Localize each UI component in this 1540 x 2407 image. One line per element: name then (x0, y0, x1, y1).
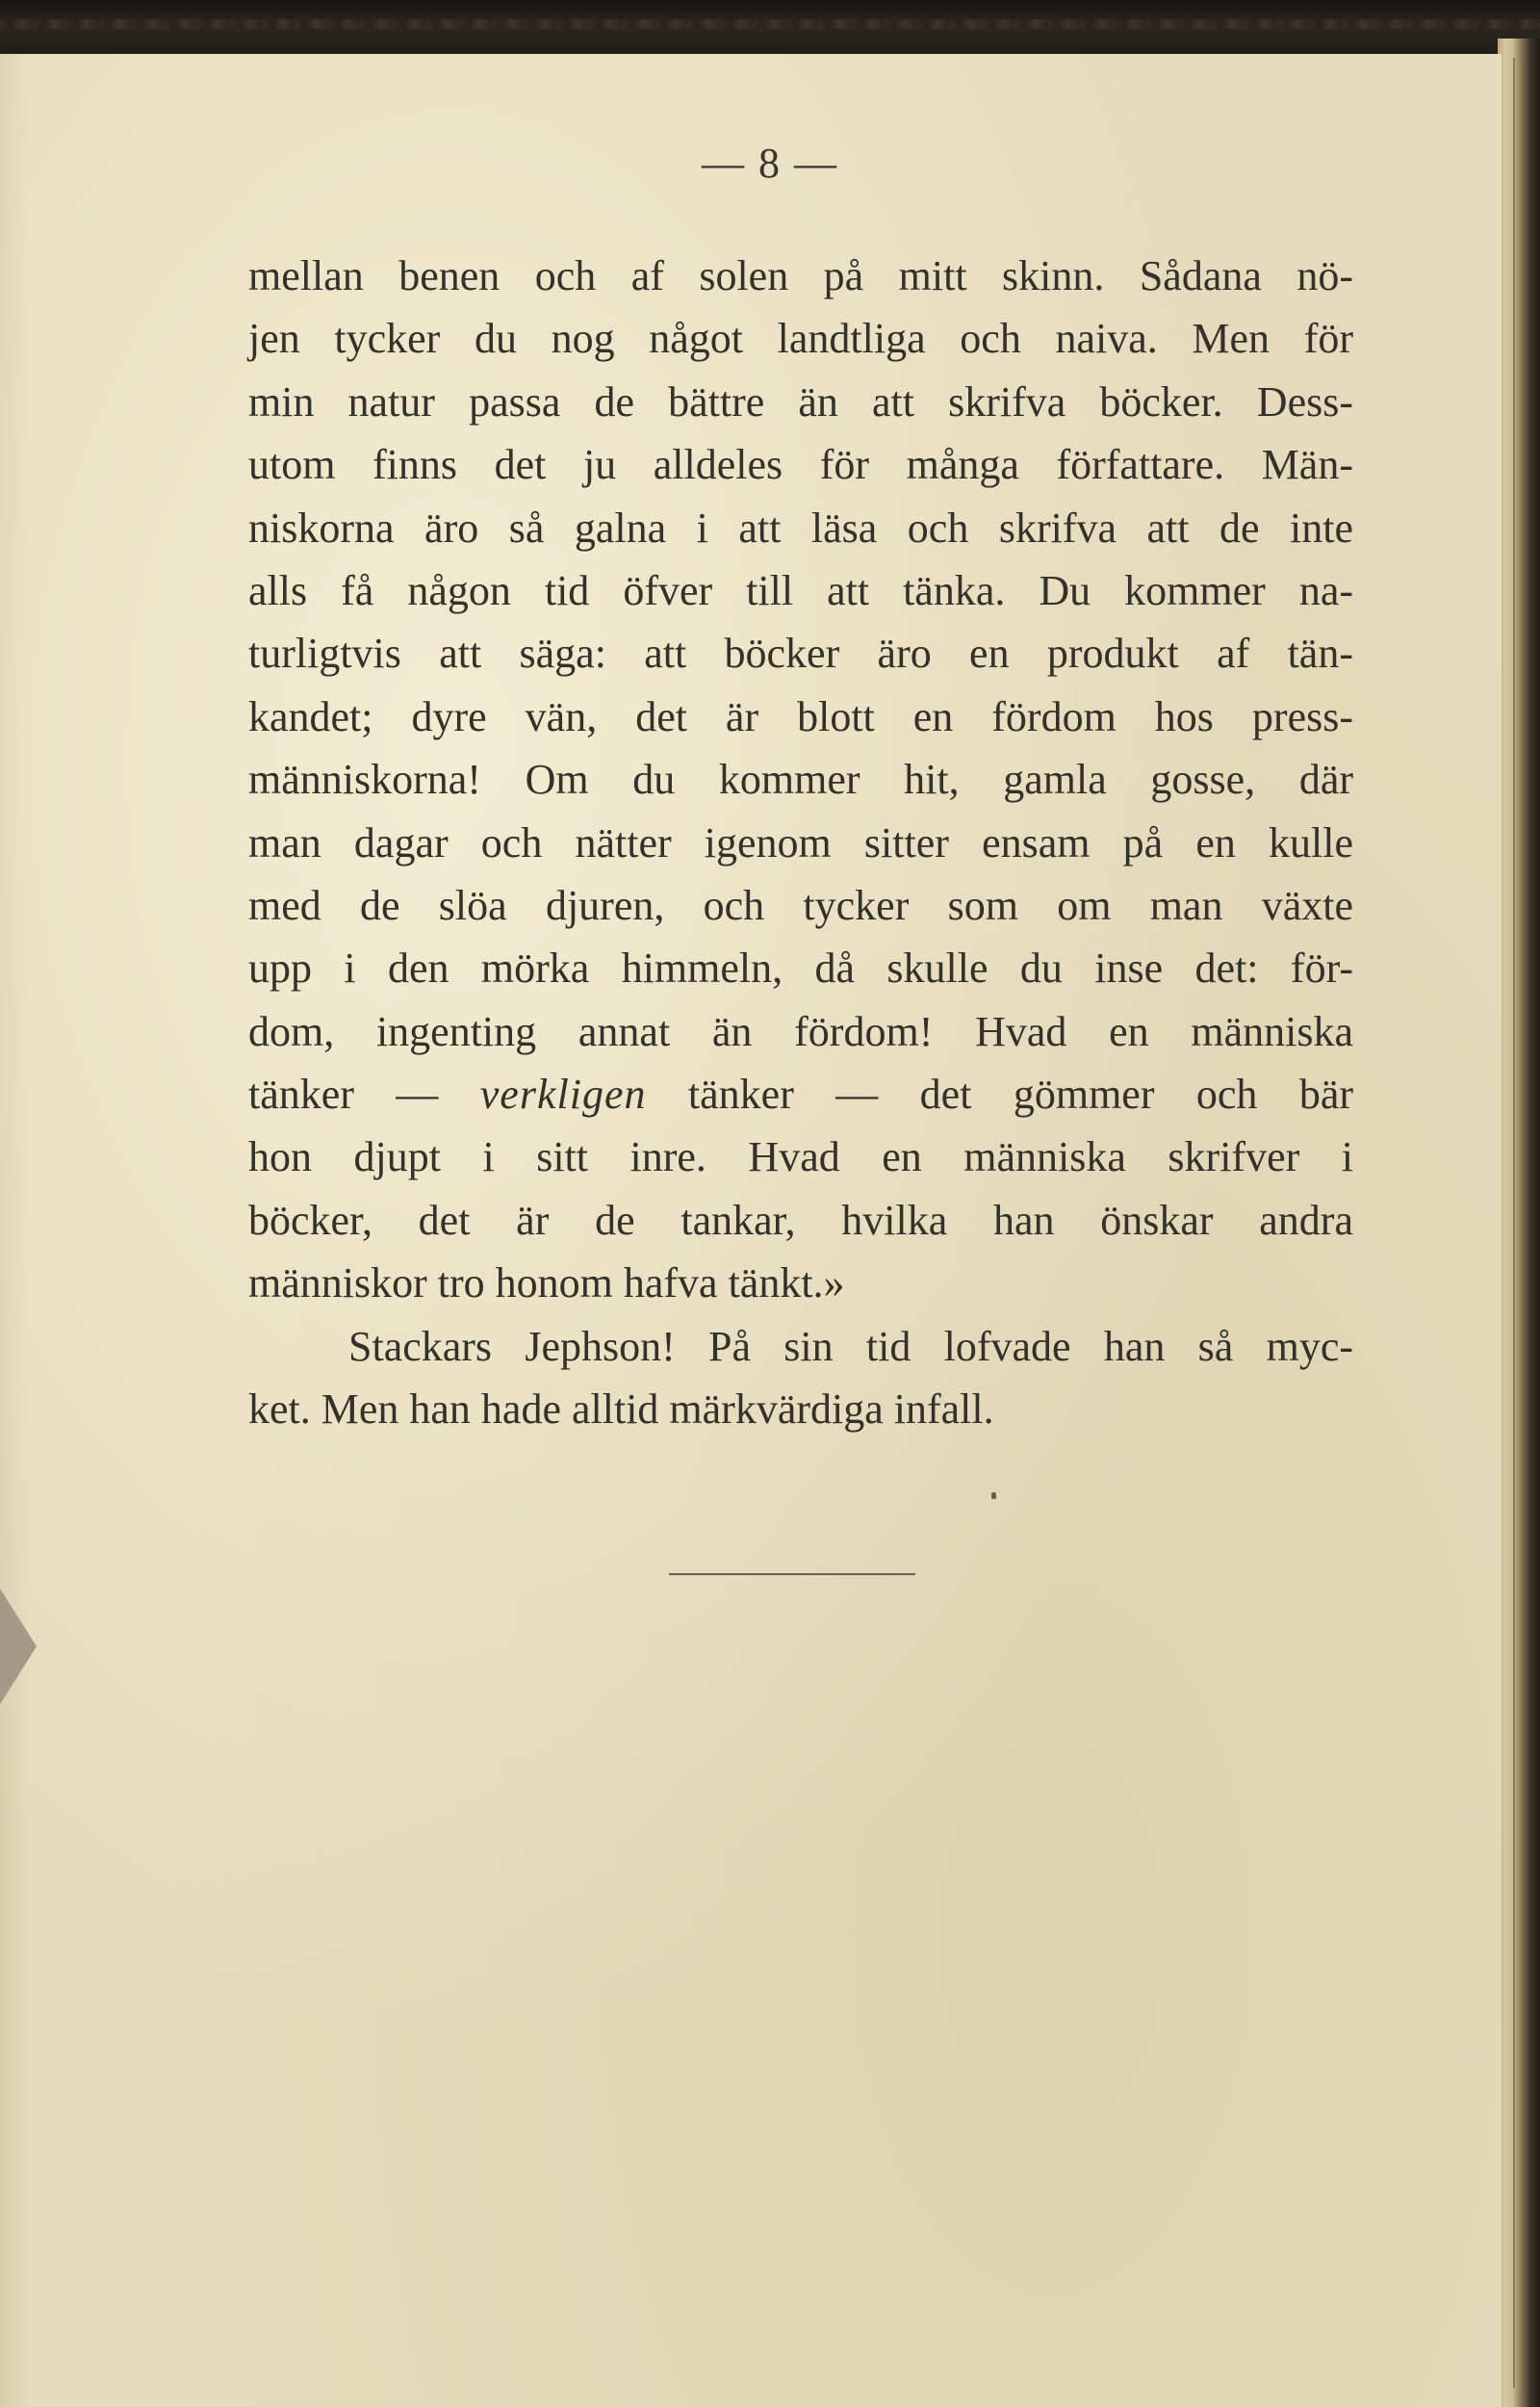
text-line-start: tänker — (248, 1071, 439, 1119)
ink-speck (991, 1492, 996, 1499)
text-line: hon djupt i sitt inre. Hvad en människa skrifver i (248, 1133, 1353, 1181)
text-line: upp i den mörka himmeln, då skulle du inse det: för- (248, 945, 1353, 993)
page-edge-line (1513, 58, 1515, 2388)
text-line-emphasis (248, 1063, 1353, 1126)
page-stack-edge (1498, 39, 1540, 2407)
text-line: alls få någon tid öfver till att tänka. Du kommer na- (248, 566, 1353, 614)
bookmark-tab (0, 1589, 37, 1704)
emphasized-word: verkligen (479, 1071, 647, 1119)
text-line: människor tro honom hafva tänkt.» (248, 1259, 845, 1307)
text-line: niskorna äro så galna i att läsa och skrifva att de inte (248, 504, 1353, 552)
paragraph-2-line: ket. Men han hade alltid märkvärdiga infall. (248, 1385, 994, 1434)
text-line: man dagar och nätter igenom sitter ensam på en kulle (248, 818, 1353, 867)
text-line: med de slöa djuren, och tycker som om man växte (248, 881, 1353, 929)
page-number: — 8 — (702, 140, 838, 187)
text-line: kandet; dyre vän, det är blott en fördom hos press- (248, 692, 1353, 740)
text-line: utom finns det ju alldeles för många författare. Män- (248, 441, 1353, 489)
text-line: turligtvis att säga: att böcker äro en produkt af tän- (248, 630, 1353, 678)
text-line: jen tycker du nog något landtliga och naiva. Men för (248, 315, 1353, 363)
chapter-end-rule (669, 1573, 915, 1575)
text-line: böcker, det är de tankar, hvilka han önskar andra (248, 1196, 1353, 1244)
text-line-end: tänker — det gömmer och bär (687, 1071, 1354, 1119)
paragraph-2-line: Stackars Jephson! På sin tid lofvade han så myc- (348, 1322, 1353, 1370)
text-line: min natur passa de bättre än att skrifva böcker. Dess- (248, 377, 1353, 426)
text-line: människorna! Om du kommer hit, gamla gosse, där (248, 756, 1353, 804)
text-line: dom, ingenting annat än fördom! Hvad en människa (248, 1007, 1353, 1055)
text-line: mellan benen och af solen på mitt skinn. Sådana nö- (248, 252, 1353, 299)
body-text (248, 245, 1353, 1440)
